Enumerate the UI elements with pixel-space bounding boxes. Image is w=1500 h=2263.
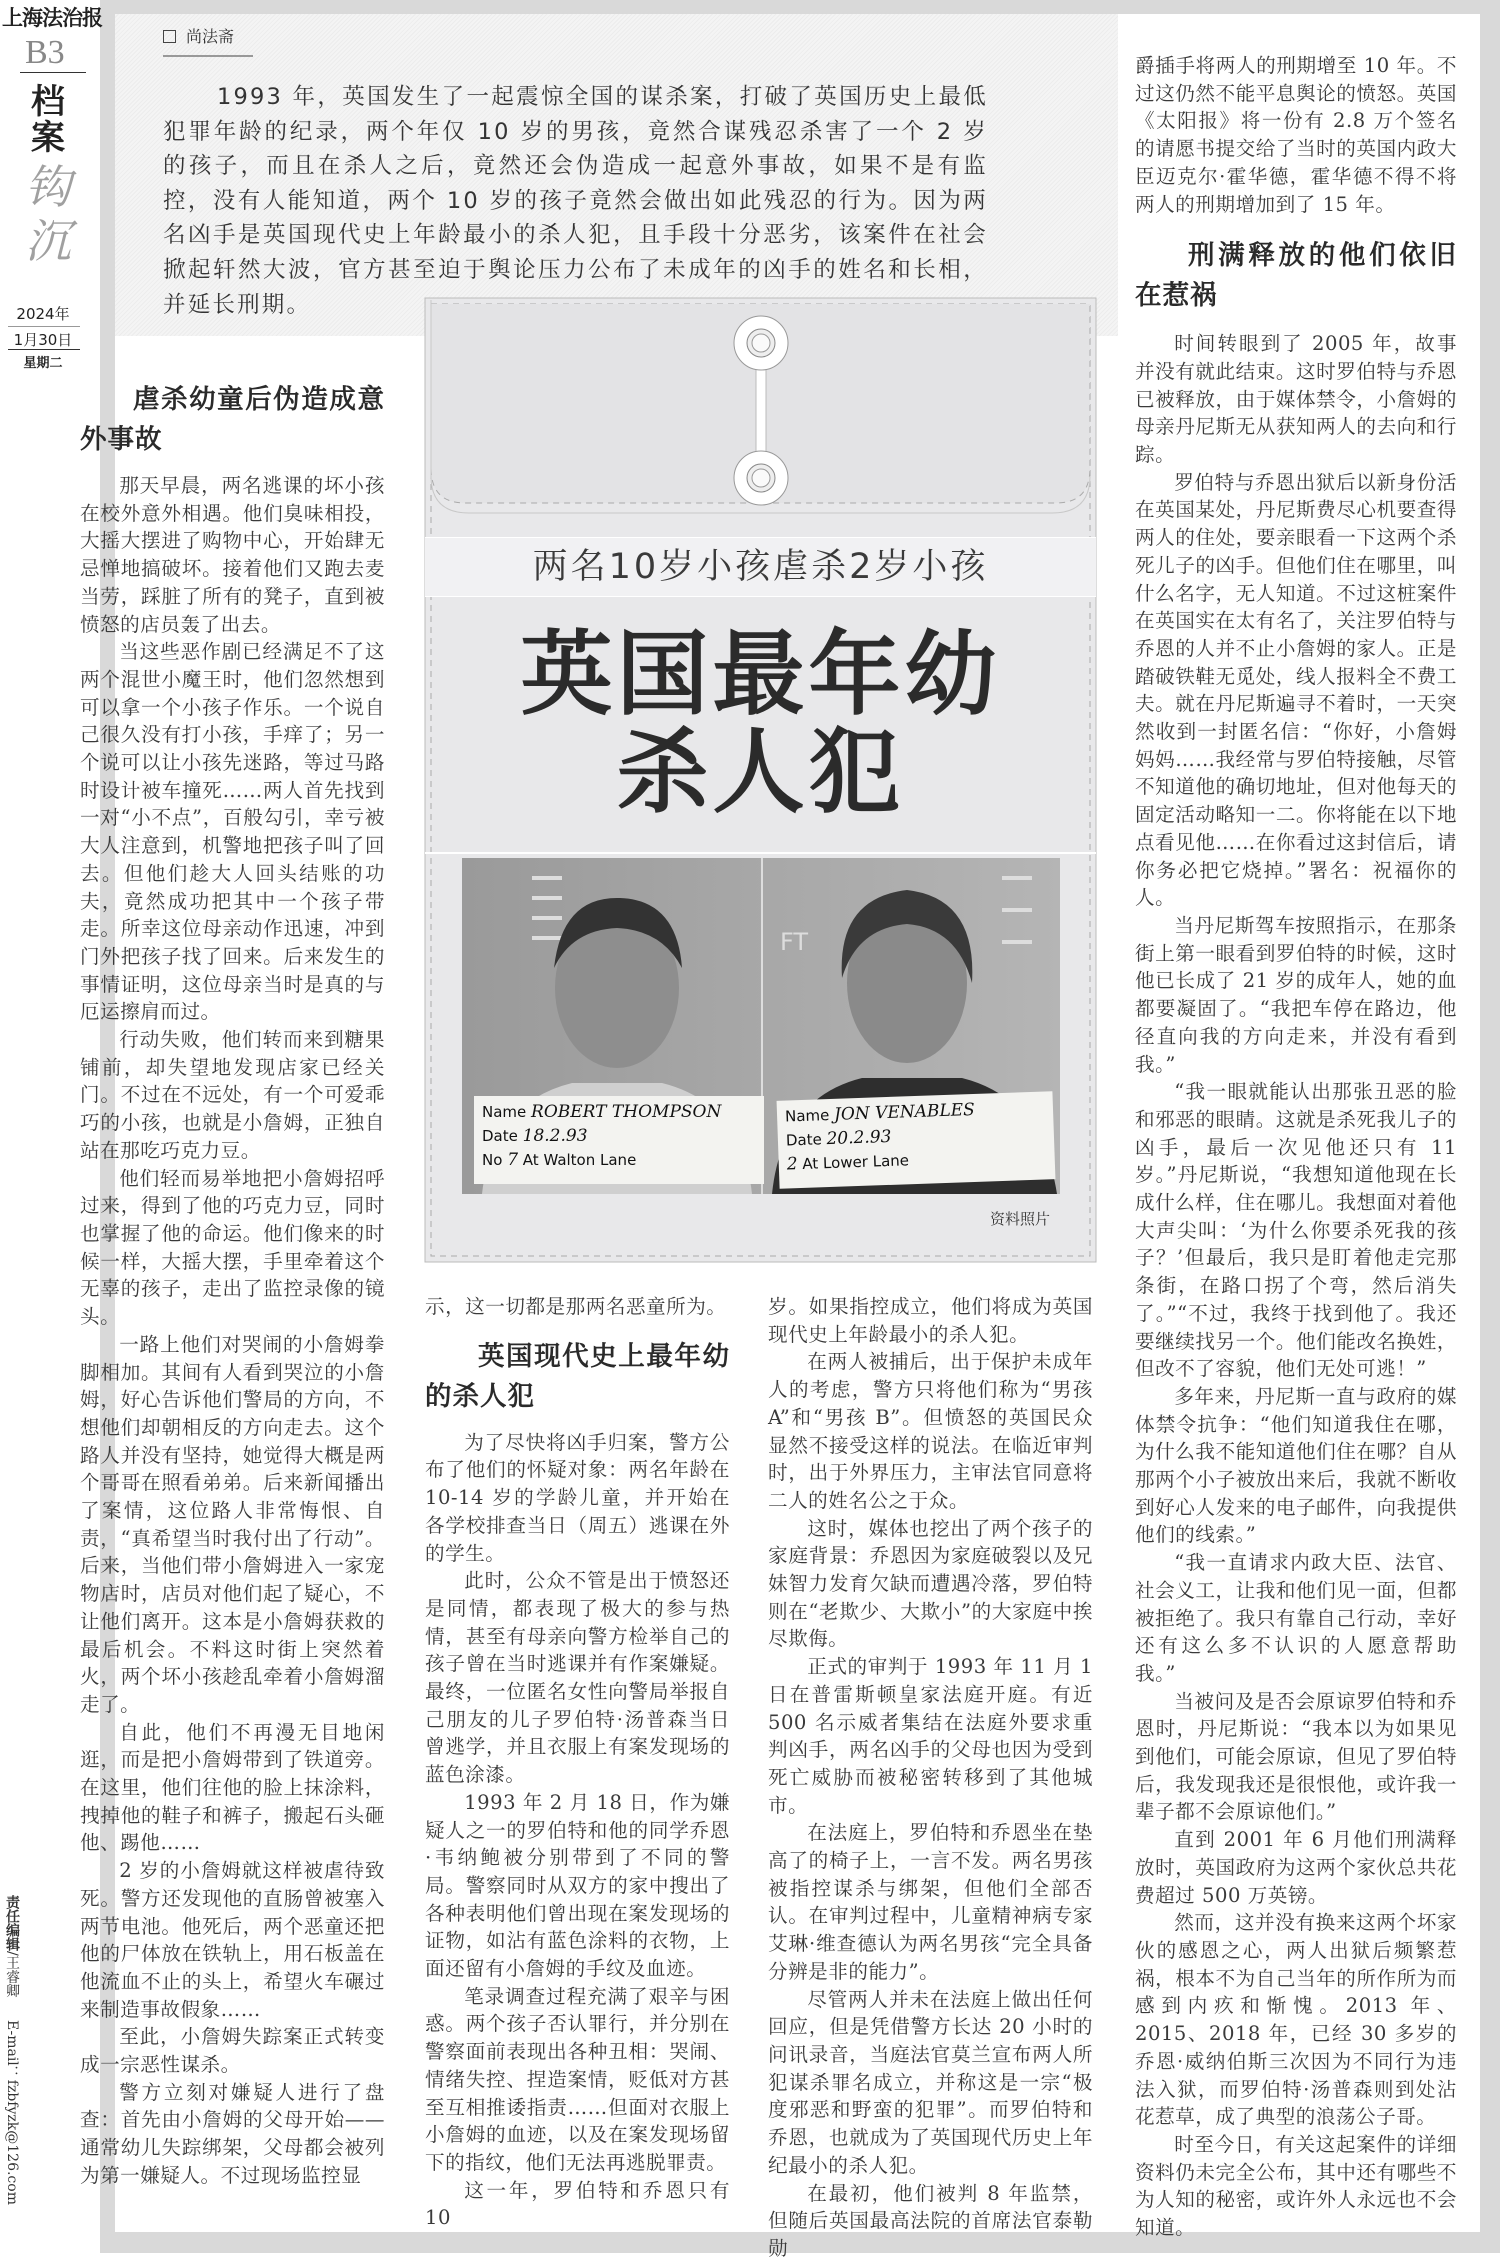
feature-title xyxy=(425,620,1096,826)
body-paragraph: 笔录调查过程充满了艰辛与困惑。两个孩子否认罪行，并分别在警察面前表现出各种丑相：哭闹、情绪失控、捏造案情，贬低对方甚至互相推诿指责……但面对衣服上小詹姆的血迹，以及在案发现场留下的指纹，他们无法再逃脱罪责。 xyxy=(425,1984,730,2174)
body-paragraph: 1993 年 2 月 18 日，作为嫌疑人之一的罗伯特和他的同学乔恩·韦纳鲍被分别带到了不同的警局。警察同时从双方的家中搜出了各种表明他们曾出现在案发现场的证物，如沾有蓝色涂料的衣物，上面还留有小詹姆的手纹及血迹。 xyxy=(425,1790,730,1981)
placard-date: 20.2.93 xyxy=(826,1126,892,1150)
placard-name: JON VENABLES xyxy=(833,1099,976,1125)
page-number: B3 xyxy=(25,34,65,71)
mugshot-photo xyxy=(462,858,1060,1194)
placard-number: 7 xyxy=(507,1150,519,1170)
body-paragraph: 当这些恶作剧已经满足不了这两个混世小魔王时，他们忽然想到可以拿一个小孩子作乐。一个说自己很久没有打小孩，手痒了；另一个说可以让小孩先迷路，等过马路时设计被车撞死……两人首先找到一对“小不点”，百般勾引，幸亏被大人注意到，机警地把孩子叫了回去。但他们趁大人回头结账的功夫，竟然成功把其中一个孩子带走。所幸这位母亲动作迅速，冲到门外把孩子找了回来。后来发生的事情证明，这位母亲当时是真的与厄运擦肩而过。 xyxy=(80,640,385,1024)
editor-email: E-mail：fzbfyzk@126.com xyxy=(4,2020,20,2206)
body-paragraph: 在最初，他们被判 8 年监禁，但随后英国最高法院的首席法官泰勒勋 xyxy=(768,2181,1093,2260)
paragraph-continuation: 岁。如果指控成立，他们将成为英国现代史上年龄最小的杀人犯。 xyxy=(768,1295,1093,1346)
section-name-primary: 档案 xyxy=(31,82,65,158)
column-tag xyxy=(163,24,253,57)
paragraph-list xyxy=(425,1429,730,2232)
placard-label: Name xyxy=(784,1106,830,1126)
body-paragraph: 尽管两人并未在法庭上做出任何回应，但是凭借警方长达 20 小时的问讯录音，当庭法官莫兰宣布两人所犯谋杀罪名成立，并称这是一宗“极度邪恶和野蛮的犯罪”。而罗伯特和乔恩，也就成为了英国现代历史上年纪最小的杀人犯。 xyxy=(768,1987,1093,2177)
section-heading: 英国现代史上最年幼的杀人犯 xyxy=(425,1340,730,1412)
body-paragraph: 2 岁的小詹姆就这样被虐待致死。警方还发现他的直肠曾被塞入两节电池。他死后，两个恶童还把他的尸体放在铁轨上，用石板盖在他流血不止的头上，希望火车碾过来制造事故假象…… xyxy=(80,1859,385,2021)
placard-name: ROBERT THOMPSON xyxy=(531,1102,722,1122)
article-column-2 xyxy=(425,1293,730,2230)
placard-label: Name xyxy=(482,1103,527,1121)
editor-label: 责任编辑 xyxy=(4,1895,20,1951)
body-paragraph: 这一年，罗伯特和乔恩只有 10 xyxy=(425,2178,730,2230)
left-name-placard xyxy=(474,1096,764,1184)
height-ruler-mark: FT xyxy=(780,928,809,956)
feature-title-line: 英国最年幼 xyxy=(520,620,1001,728)
body-paragraph: 直到 2001 年 6 月他们刑满释放时，英国政府为这两个家伙总共花费超过 500 万英镑。 xyxy=(1135,1828,1457,1907)
article-column-4 xyxy=(1135,52,1457,2240)
intro-paragraph: 1993 年，英国发生了一起震惊全国的谋杀案，打破了英国历史上最低犯罪年龄的纪录，两个年仅 10 岁的男孩，竟然合谋残忍杀害了一个 2 岁的孩子，而且在杀人之后，竟然还会伪造成一起意外事故，如果不是有监控，没有人能知道，两个 10 岁的孩子竟然会做出如此残忍的行为。因为两名凶手是英国现代史上年龄最小的杀人犯，且手段十分恶劣，该案件在社会掀起轩然大波，官方甚至迫于舆论压力公布了未成年的凶手的姓名和长相，并延长刑期。 xyxy=(163,84,988,318)
grommet-icon xyxy=(734,451,788,505)
divider xyxy=(8,349,80,350)
body-paragraph: 在两人被捕后，出于保护未成年人的考虑，警方只将他们称为“男孩A”和“男孩 B”。但愤怒的英国民众显然不接受这样的说法。在临近审判时，出于外界压力，主审法官同意将二人的姓名公之于众。 xyxy=(768,1350,1093,1512)
placard-label: Date xyxy=(785,1130,823,1150)
feature-title-line: 杀人犯 xyxy=(616,718,905,826)
grommet-icon xyxy=(734,316,788,370)
body-paragraph: 当丹尼斯驾车按照指示，在那条街上第一眼看到罗伯特的时候，这时他已长成了 21 岁的成年人，她的血都要凝固了。“我把车停在路边，他径直向我的方向走来，并没有看到我。” xyxy=(1135,913,1457,1076)
square-icon xyxy=(163,30,176,43)
body-paragraph: 多年来，丹尼斯一直与政府的媒体禁令抗争：“他们知道我住在哪，为什么我不能知道他们住在哪？自从那两个小子被放出来后，我就不断收到好心人发来的电子邮件，向我提供他们的线索。” xyxy=(1135,1384,1457,1547)
divider xyxy=(8,326,80,327)
body-paragraph: 那天早晨，两名逃课的坏小孩在校外意外相遇。他们臭味相投，大摇大摆进了购物中心，开始肆无忌惮地搞破坏。接着他们又跑去麦当劳，踩脏了所有的凳子，直到被愤怒的店员轰了出去。 xyxy=(80,474,385,636)
photo-credit: 资料照片 xyxy=(990,1210,1051,1228)
body-paragraph: 时至今日，有关这起案件的详细资料仍未完全公布，其中还有哪些不为人知的秘密，或许外人永远也不会知道。 xyxy=(1135,2132,1457,2240)
issue-date: 1月30日 xyxy=(13,331,73,349)
divider xyxy=(20,72,86,73)
paragraph-list xyxy=(768,1348,1093,2262)
body-paragraph: 此时，公众不管是出于愤怒还是同情，都表现了极大的参与热情，甚至有母亲向警方检举自己的孩子曾在当时逃课并有作案嫌疑。最终，一位匿名女性向警局举报自己朋友的儿子罗伯特·汤普森当日曾逃学，并且衣服上有案发现场的蓝色涂漆。 xyxy=(425,1569,730,1787)
paragraph-list xyxy=(1135,330,1457,2242)
editor-credit xyxy=(2,1895,22,2235)
right-name-placard xyxy=(777,1091,1056,1189)
body-paragraph: 然而，这并没有换来这两个坏家伙的感恩之心，两人出狱后频繁惹祸，根本不为自己当年的所作所为而感到内疚和惭愧。2013 年、2015、2018 年，已经 30 多岁的乔恩·威纳伯斯三次因为不同行为违法入狱，而罗伯特·汤普森则到处沾花惹草，成了典型的浪荡公子哥。 xyxy=(1135,1911,1457,2129)
editor-name: /王睿卿 xyxy=(4,1951,20,1998)
placard-label: No xyxy=(482,1151,503,1169)
body-paragraph: “我一直请求内政大臣、法官、社会义工，让我和他们见一面，但都被拒绝了。我只有靠自己行动，幸好还有这么多不认识的人愿意帮助我。” xyxy=(1135,1551,1457,1685)
body-paragraph: 至此，小詹姆失踪案正式转变成一宗恶性谋杀。 xyxy=(80,2025,385,2077)
paragraph-continuation: 示，这一切都是那两名恶童所为。 xyxy=(425,1295,727,1318)
body-paragraph: “我一眼就能认出那张丑恶的脸和邪恶的眼睛。这就是杀死我儿子的凶手，最后一次见他还只有 11 岁。”丹尼斯说，“我想知道他现在长成什么样，住在哪儿。我想面对着他大声尖叫：‘为什么你要杀死我的孩子？’但最后，我只是盯着他走完那条街，在路口拐了个弯，然后消失了。”“不过，我终于找到他了。我还要继续找另一个。他们能改名换姓，但改不了容貌，他们无处可逃！” xyxy=(1135,1080,1457,1381)
body-paragraph: 在法庭上，罗伯特和乔恩坐在垫高了的椅子上，一言不发。两名男孩被指控谋杀与绑架，但他们全部否认。在审判过程中，儿童精神病专家艾琳·维查德认为两名男孩“完全具备分辨是非的能力”。 xyxy=(768,1821,1093,1983)
placard-location: At Lower Lane xyxy=(802,1151,910,1173)
placard-location: At Walton Lane xyxy=(522,1151,637,1169)
body-paragraph: 罗伯特与乔恩出狱后以新身份活在英国某处，丹尼斯费尽心机要查得两人的住处，要亲眼看一下这两个杀死儿子的凶手。但他们住在哪里，叫什么名字，无人知道。不过这桩案件在英国实在太有名了，关注罗伯特与乔恩的人并不止小詹姆的家人。正是踏破铁鞋无觅处，线人报料全不费工夫。就在丹尼斯遍寻不着时，一天突然收到一封匿名信：“你好，小詹姆妈妈……我经常与罗伯特接触，尽管不知道他的确切地址，但对他每天的固定活动略知一二。你将能在以下地点看见他……在你看过这封信后，请你务必把它烧掉。”署名：祝福你的人。 xyxy=(1135,470,1457,910)
section-heading: 刑满释放的他们依旧在惹祸 xyxy=(1135,240,1457,312)
body-paragraph: 正式的审判于 1993 年 11 月 1 日在普雷斯顿皇家法庭开庭。有近 500 名示威者集结在法庭外要求重判凶手，两名凶手的父母也因为受到死亡威胁而被秘密转移到了其他城市。 xyxy=(768,1655,1093,1817)
paragraph-continuation: 爵插手将两人的刑期增至 10 年。不过这仍然不能平息舆论的愤怒。英国《太阳报》将一份有 2.8 万个签名的请愿书提交给了当时的英国内政大臣迈克尔·霍华德，霍华德不得不将两人的刑期增加到了 15 年。 xyxy=(1135,54,1457,216)
column-tag-label: 尚法斋 xyxy=(186,27,235,46)
feature-subtitle: 两名10岁小孩虐杀2岁小孩 xyxy=(425,537,1096,597)
placard-label: Date xyxy=(482,1127,518,1145)
body-paragraph: 自此，他们不再漫无目地闲逛，而是把小詹姆带到了铁道旁。在这里，他们往他的脸上抹涂料，拽掉他的鞋子和裤子，搬起石头砸他、踢他…… xyxy=(80,1720,385,1855)
section-name-secondary: 钩沉 xyxy=(25,160,71,268)
article-column-3 xyxy=(768,1293,1093,2260)
placard-number: 2 xyxy=(786,1154,798,1175)
issue-weekday: 星期二 xyxy=(23,356,63,371)
body-paragraph: 当被问及是否会原谅罗伯特和乔恩时，丹尼斯说：“我本以为如果见到他们，可能会原谅，但见了罗伯特后，我发现我还是很恨他，或许我一辈子都不会原谅他们。” xyxy=(1135,1689,1457,1824)
paragraph-list xyxy=(80,472,385,2190)
placard-date: 18.2.93 xyxy=(522,1126,588,1146)
body-paragraph: 为了尽快将凶手归案，警方公布了他们的怀疑对象：两名年龄在10-14 岁的学龄儿童，并开始在各学校排查当日（周五）逃课在外的学生。 xyxy=(425,1430,730,1565)
body-paragraph: 这时，媒体也挖出了两个孩子的家庭背景：乔恩因为家庭破裂以及兄妹智力发育欠缺而遭遇冷落，罗伯特则在“老欺少、大欺小”的大家庭中挨尽欺侮。 xyxy=(768,1516,1093,1651)
body-paragraph: 行动失败，他们转而来到糖果铺前，却失望地发现店家已经关门。不过在不远处，有一个可爱乖巧的小孩，也就是小詹姆，正独自站在那吃巧克力豆。 xyxy=(80,1028,385,1162)
newspaper-logo: 上海法治报 xyxy=(2,5,102,30)
section-heading: 虐杀幼童后伪造成意外事故 xyxy=(80,384,385,455)
body-paragraph: 他们轻而易举地把小詹姆招呼过来，得到了他的巧克力豆，同时也掌握了他的命运。他们像来的时候一样，大摇大摆，手里牵着这个无辜的孩子，走出了监控录像的镜头。 xyxy=(80,1166,385,1329)
body-paragraph: 警方立刻对嫌疑人进行了盘查：首先由小詹姆的父母开始——通常幼儿失踪绑架，父母都会被列为第一嫌疑人。不过现场监控显 xyxy=(80,2080,385,2187)
body-paragraph: 时间转眼到了 2005 年，故事并没有就此结束。这时罗伯特与乔恩已被释放，由于媒体禁令，小詹姆的母亲丹尼斯无从获知两人的去向和行踪。 xyxy=(1135,332,1457,467)
article-column-1 xyxy=(80,380,385,2230)
issue-year: 2024年 xyxy=(16,305,70,323)
body-paragraph: 一路上他们对哭闹的小詹姆拳脚相加。其间有人看到哭泣的小詹姆，好心告诉他们警局的方向，不想他们却朝相反的方向走去。这个路人并没有坚持，她觉得大概是两个哥哥在照看弟弟。后来新闻播出了案情，这位路人非常悔恨、自责，“真希望当时我付出了行动”。后来，当他们带小詹姆进入一家宠物店时，店员对他们起了疑心，不让他们离开。这本是小詹姆获救的最后机会。不料这时街上突然着火，两个坏小孩趁乱牵着小詹姆溜走了。 xyxy=(80,1332,385,1716)
